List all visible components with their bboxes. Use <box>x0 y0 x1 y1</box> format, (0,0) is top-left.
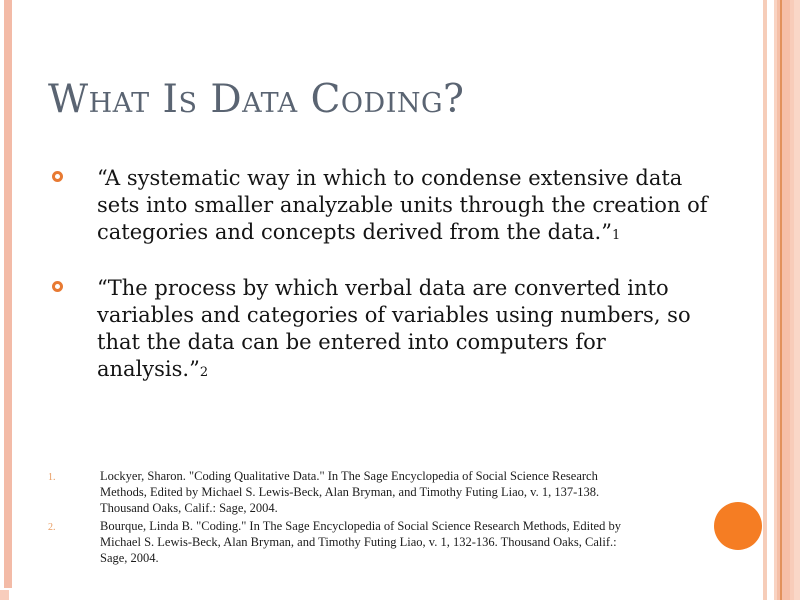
right-accent-band <box>774 0 800 600</box>
bullet-ring-icon <box>52 171 63 182</box>
footnote-1 <box>48 468 599 516</box>
footnote-line: Methods, Edited by Michael S. Lewis-Beck, Alan Bryman, and Timothy Futing Liao, v. 1, 137-138. <box>100 485 600 499</box>
footnote-citation <box>100 468 599 516</box>
left-accent-stripe <box>4 0 12 588</box>
bullet-line-text: analysis.” <box>97 357 200 381</box>
bullet-quote-1 <box>97 165 708 249</box>
bullet-line: “The process by which verbal data are converted into <box>97 276 669 300</box>
footnote-line: Sage, 2004. <box>100 551 159 565</box>
decorative-circle-icon <box>714 502 762 550</box>
bullet-line-text: categories and concepts derived from the data.” <box>97 220 612 244</box>
footnote-citation <box>100 518 621 566</box>
footnote-number: 1. <box>48 472 56 483</box>
footnote-ref: 2 <box>199 365 209 380</box>
bottom-left-accent-stub <box>0 590 9 600</box>
bullet-ring-icon <box>52 281 63 292</box>
bullet-quote-2 <box>97 275 691 386</box>
bullet-item <box>52 165 708 249</box>
bullet-line <box>97 356 691 386</box>
footnote-line: Michael S. Lewis-Beck, Alan Bryman, and Timothy Futing Liao, v. 1, 132-136. Thousand Oaks, Calif.: <box>100 535 617 549</box>
footnote-ref: 1 <box>611 228 621 243</box>
footnote-2 <box>48 518 621 566</box>
footnote-line: Thousand Oaks, Calif.: Sage, 2004. <box>100 501 278 515</box>
footnote-number: 2. <box>48 522 56 533</box>
bullet-line: variables and categories of variables using numbers, so <box>97 303 691 327</box>
slide-title: What Is Data Coding? <box>48 77 465 122</box>
right-accent-stripe <box>763 0 767 600</box>
bullet-item <box>52 275 691 386</box>
bullet-line: that the data can be entered into computers for <box>97 330 606 354</box>
bullet-line: sets into smaller analyzable units through the creation of <box>97 193 708 217</box>
bullet-line: “A systematic way in which to condense extensive data <box>97 166 683 190</box>
bullet-line <box>97 219 708 249</box>
footnote-line: Lockyer, Sharon. "Coding Qualitative Data." In The Sage Encyclopedia of Social Science Research <box>100 469 598 483</box>
footnote-line: Bourque, Linda B. "Coding." In The Sage Encyclopedia of Social Science Research Methods, Edited by <box>100 519 621 533</box>
